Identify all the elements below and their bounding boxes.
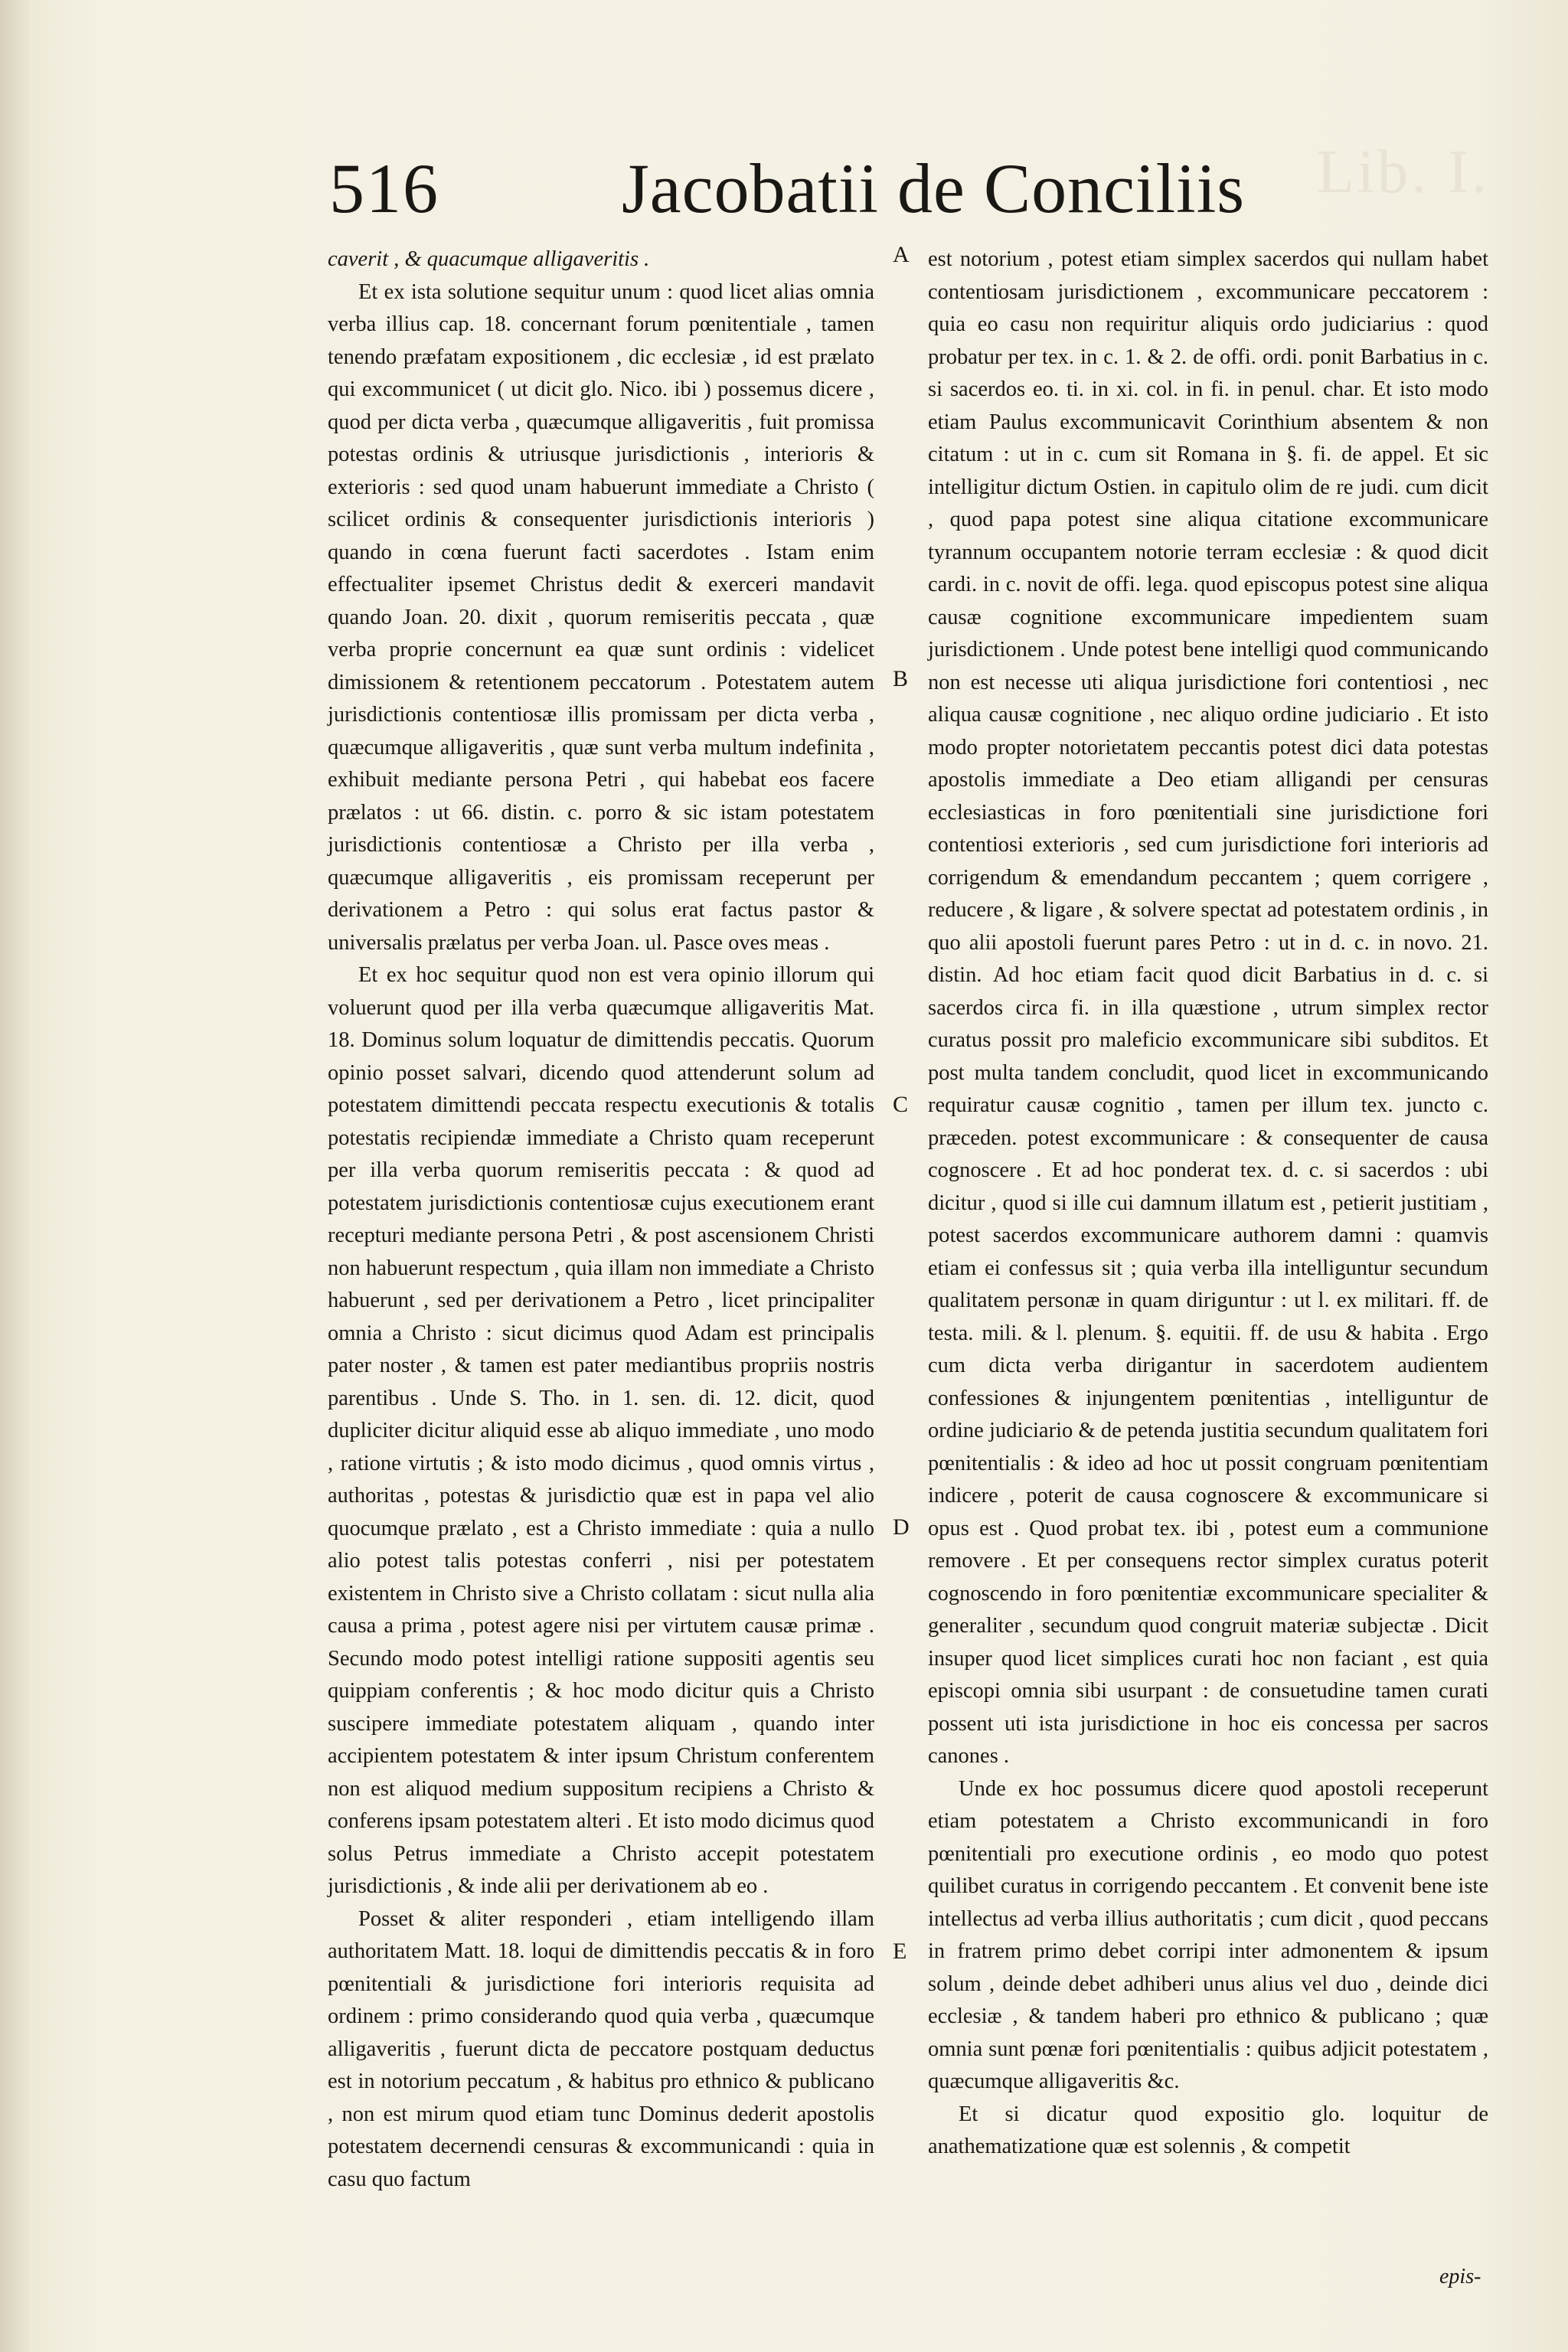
margin-letter-b: B (893, 666, 909, 691)
left-paragraph-1: caverit , & quacumque alligaveritis . (328, 247, 650, 271)
right-paragraph-2: Unde ex hoc possumus dicere quod apostoli receperunt etiam potestatem a Christo excommunicandi in foro pœnitentiali pro executione ordinis , eo modo quo potest quilibet curatus in corrigendo peccantem . Et convenit bene iste intellectus ad verba illius authoritatis ; cum dicit , quod peccans in fratrem primo debet corripi inter admonentem & ipsum solum , deinde debet adhiberi unus alius vel duo , deinde dici ecclesiæ , & tandem haberi pro ethnico & publicano ; quæ omnia sunt pœnæ fori pœnitentialis : quibus adjicit potestatem , quæcumque alligaveritis &c. (928, 1776, 1488, 2093)
margin-letter-a: A (893, 242, 910, 267)
catchword: epis- (1439, 2265, 1481, 2288)
binding-edge (0, 0, 31, 2352)
show-through-header: Lib. I. (1317, 139, 1490, 206)
left-paragraph-4: Posset & aliter responderi , etiam intelligendo illam authoritatem Matt. 18. loqui de dimittendis peccatis & in foro pœnitentiali & jurisdictione fori interioris requisita ad ordinem : primo considerando quod quia verba , quæcumque alligaveritis , fuerunt dicta de peccatore postquam deductus est in notorium peccatum , & habitus pro ethnico & publicano , non est mirum quod etiam tunc Dominus dederit apostolis potestatem decernendi censuras & excommunicandi : quia in casu quo factum (328, 1906, 874, 2191)
left-column (328, 243, 874, 2196)
margin-letter-d: D (893, 1514, 910, 1540)
left-paragraph-2: Et ex ista solutione sequitur unum : quod licet alias omnia verba illius cap. 18. concernant forum pœnitentiale , tamen tenendo præfatam expositionem , dic ecclesiæ , id est prælato qui excommunicet ( ut dicit glo. Nico. ibi ) possemus dicere , quod per dicta verba , quæcumque alligaveritis , fuit promissa potestas ordinis & utriusque jurisdictionis , interioris & exterioris : sed quod unam habuerunt immediate a Christo ( scilicet ordinis & consequenter jurisdictionis interioris ) quando in cœna fuerunt facti sacerdotes . Istam enim effectualiter ipsemet Christus dedit & exerceri mandavit quando Joan. 20. dixit , quorum remiseritis peccata , quæ verba proprie concernunt ea quæ sunt ordinis : videlicet dimissionem & retentionem peccatorum . Potestatem autem jurisdictionis contentiosæ illis promissam per dicta verba , quæcumque alligaveritis , quæ sunt verba multum indefinita , exhibuit mediante persona Petri , qui habebat eos facere prælatos : ut 66. distin. c. porro & sic istam potestatem jurisdictionis contentiosæ a Christo per illa verba , quæcumque alligaveritis , eis promissam receperunt per derivationem a Petro : qui solus erat factus pastor & universalis prælatus per verba Joan. ul. Pasce oves meas . (328, 279, 874, 955)
running-title: Jacobatii de Conciliis (622, 149, 1246, 227)
page-number: 516 (329, 149, 439, 227)
left-paragraph-3: Et ex hoc sequitur quod non est vera opinio illorum qui voluerunt quod per illa verba quæcumque alligaveritis Mat. 18. Dominus solum loquatur de dimittendis peccatis. Quorum opinio posset salvari, dicendo quod attenderunt solum ad potestatem dimittendi peccata respectu executionis & totalis potestatis recipiendæ immediate a Christo quam receperunt per illa verba quorum remiseritis peccata : & quod ad potestatem jurisdictionis contentiosæ cujus executionem erant recepturi mediante persona Petri , & post ascensionem Christi non habuerunt respectum , quia illam non immediate a Christo habuerunt , sed per derivationem a Petro , licet principaliter omnia a Christo : sicut dicimus quod Adam est principalis pater noster , & tamen est pater mediantibus propriis nostris parentibus . Unde S. Tho. in 1. sen. di. 12. dicit, quod dupliciter dicitur aliquid esse ab aliquo immediate , uno modo , ratione virtutis ; & isto modo dicimus , quod omnis virtus , authoritas , potestas & jurisdictio quæ est in papa vel alio quocumque prælato , est a Christo immediate : quia a nullo alio potest talis potestas conferri , nisi per potestatem existentem in Christo sive a Christo collatam : sicut nulla alia causa a prima , potest agere nisi per virtutem causæ primæ . Secundo modo potest intelligi ratione suppositi agentis seu quippiam conferentis ; & hoc modo dicitur quis a Christo suscipere immediate potestatem aliquam , quando inter accipientem potestatem & inter ipsum Christum conferentem non est aliquod medium suppositum recipiens a Christo & conferens ipsam potestatem alteri . Et isto modo dicimus quod solus Petrus immediate a Christo accepit potestatem jurisdictionis , & inde alii per derivationem ab eo . (328, 963, 874, 1898)
right-paragraph-1: est notorium , potest etiam simplex sacerdos qui nullam habet contentiosam jurisdictionem , excommunicare peccatorem : quia eo casu non requiritur aliquis ordo judiciarius : quod probatur per tex. in c. 1. & 2. de offi. ordi. ponit Barbatius in c. si sacerdos eo. ti. in xi. col. in fi. in penul. char. Et isto modo etiam Paulus excommunicavit Corinthium absentem & non citatum : ut in c. cum sit Romana in §. fi. de appel. Et sic intelligitur dictum Ostien. in capitulo olim de re judi. cum dicit , quod papa potest sine aliqua citatione excommunicare tyrannum occupantem notorie terram ecclesiæ : & quod dicit cardi. in c. novit de offi. lega. quod episcopus potest sine aliqua causæ cognitione excommunicare impedientem suam jurisdictionem . Unde potest bene intelligi quod communicando non est necesse uti aliqua jurisdictione fori contentiosi , nec aliqua causæ cognitione , nec aliquo ordine judiciario . Et isto modo propter notorietatem peccantis potest dici data potestas apostolis immediate a Deo etiam alligandi per censuras ecclesiasticas in foro pœnitentiali sine jurisdictione fori contentiosi exterioris , sed cum jurisdictione fori interioris ad corrigendum & emendandum peccantem ; quem corrigere , reducere , & ligare , & solvere spectat ad potestatem ordinis , in quo alii apostoli fuerunt pares Petro : ut in d. c. in novo. 21. distin. Ad hoc etiam facit quod dicit Barbatius in d. c. si sacerdos circa fi. in illa quæstione , utrum simplex rector curatus possit pro maleficio excommunicare sibi subditos. Et post multa tandem concludit, quod licet in excommunicando requiratur causæ cognitio , tamen per illum tex. juncto c. præceden. potest excommunicare : & consequenter de causa cognoscere . Et ad hoc ponderat tex. d. c. si sacerdos : ubi dicitur , quod si ille cui damnum illatum est , petierit justitiam , potest sacerdos excommunicare authorem damni : quamvis etiam ei confessus sit ; quia verba illa intelliguntur secundum qualitatem personæ in quam diriguntur : ut l. ex militari. ff. de testa. mili. & l. plenum. §. equitii. ff. de usu & habita . Ergo cum dicta verba dirigantur in sacerdotem audientem confessiones & injungentem pœnitentias , intelliguntur de ordine judiciario & de petenda justitia secundum qualitatem fori pœnitentialis : & ideo ad hoc ut possit congruam pœnitentiam indicere , poterit de causa cognoscere & excommunicare si opus est . Quod probat tex. ibi , potest eum a communione removere . Et per consequens rector simplex curatus poterit cognoscendo in foro pœnitentiæ excommunicare specialiter & generaliter , secundum quod congruit materiæ subjectæ . Dicit insuper quod licet simplices curati hoc non faciant , est quia episcopi omnia sibi usurpant : de consuetudine tamen curati possent uti ista jurisdictione in hoc eis concessa per sacros canones . (928, 247, 1488, 1768)
margin-letter-c: C (893, 1092, 909, 1117)
margin-letter-e: E (893, 1939, 907, 1964)
right-paragraph-3: Et si dicatur quod expositio glo. loquitur de anathematizatione quæ est solennis , & competit (928, 2102, 1488, 2158)
right-column (928, 243, 1488, 2164)
